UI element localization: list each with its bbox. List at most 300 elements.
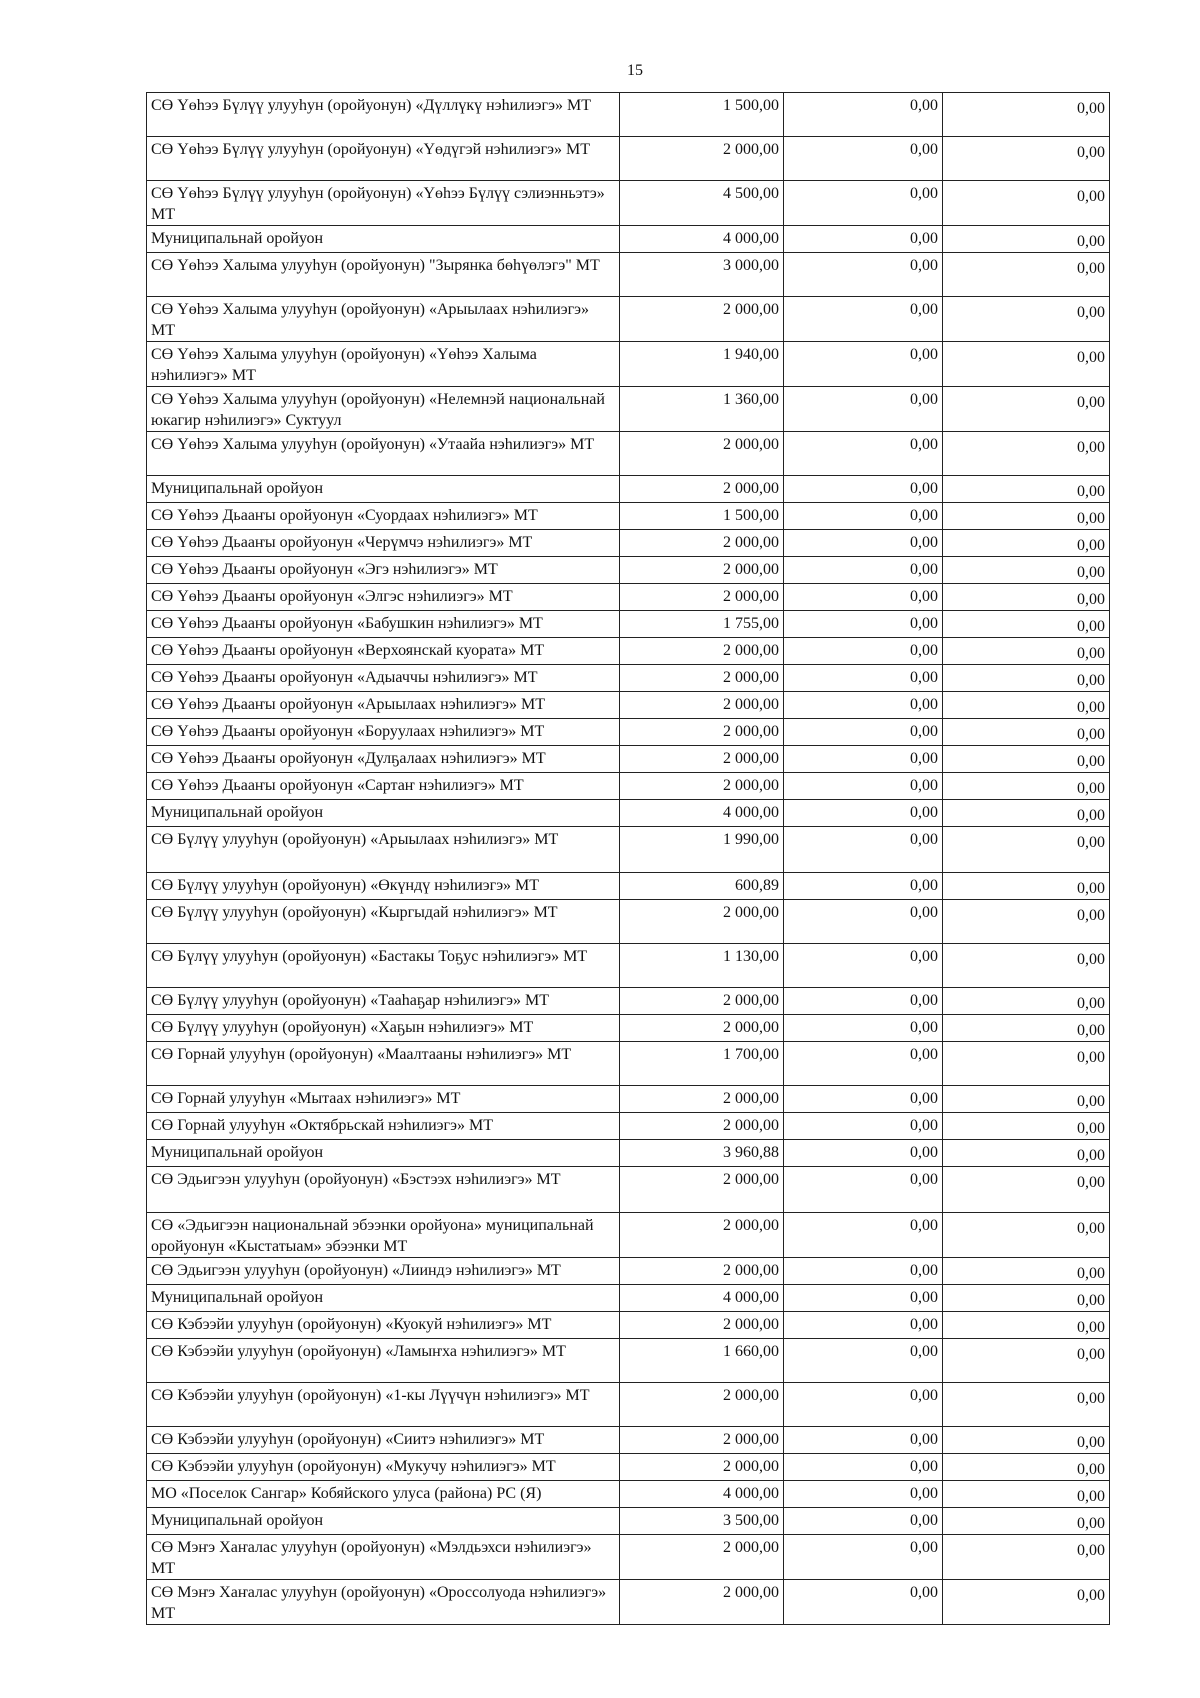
row-name-text: СӨ Кэбээйи улууһун (оройуонун) «Куокуй нэһилиэгэ» МТ bbox=[151, 1316, 552, 1333]
row-name-text: Муниципальнай оройуон bbox=[151, 230, 324, 247]
row-value-1-cell bbox=[620, 1312, 784, 1339]
row-name-cell bbox=[147, 530, 620, 557]
row-name-text: СӨ Эдьигээн улууһун (оройуонун) «Лииндэ нэһилиэгэ» МТ bbox=[151, 1262, 561, 1279]
row-value-3-cell bbox=[943, 1312, 1110, 1339]
row-value-1-text: 2 000,00 bbox=[723, 480, 779, 497]
row-value-2-text: 0,00 bbox=[910, 804, 938, 821]
row-value-1-cell bbox=[620, 1580, 784, 1625]
row-value-1-text: 2 000,00 bbox=[723, 1171, 779, 1188]
row-value-1-cell bbox=[620, 665, 784, 692]
row-value-3-cell bbox=[943, 800, 1110, 827]
row-value-1-text: 2 000,00 bbox=[723, 1584, 779, 1601]
row-value-3-cell bbox=[943, 1427, 1110, 1454]
row-value-2-cell bbox=[784, 557, 943, 584]
row-value-1-text: 4 000,00 bbox=[723, 1289, 779, 1306]
row-value-1-text: 2 000,00 bbox=[723, 1262, 779, 1279]
row-value-1-cell bbox=[620, 226, 784, 253]
table-row bbox=[147, 1015, 1110, 1042]
row-value-3-text: 0,00 bbox=[1077, 699, 1105, 716]
row-value-2-cell bbox=[784, 944, 943, 988]
row-value-2-cell bbox=[784, 253, 943, 297]
row-value-2-cell bbox=[784, 1285, 943, 1312]
row-name-cell bbox=[147, 476, 620, 503]
row-value-2-cell bbox=[784, 1042, 943, 1086]
row-value-1-cell bbox=[620, 297, 784, 342]
row-name-cell bbox=[147, 1167, 620, 1213]
row-name-cell bbox=[147, 1383, 620, 1427]
row-value-1-cell bbox=[620, 503, 784, 530]
row-name-cell bbox=[147, 827, 620, 873]
row-value-2-text: 0,00 bbox=[910, 750, 938, 767]
row-name-cell bbox=[147, 297, 620, 342]
row-value-2-cell bbox=[784, 226, 943, 253]
row-name-text: СӨ Үөһээ Дьааҥы оройуонун «Элгэс нэһилиэгэ» МТ bbox=[151, 588, 513, 605]
row-name-text: СӨ Үөһээ Дьааҥы оройуонун «Арыылаах нэһилиэгэ» МТ bbox=[151, 696, 546, 713]
row-name-text: СӨ Үөһээ Дьааҥы оройуонун «Боруулаах нэһилиэгэ» МТ bbox=[151, 723, 545, 740]
row-value-3-cell bbox=[943, 181, 1110, 226]
row-value-1-cell bbox=[620, 342, 784, 387]
row-name-cell bbox=[147, 342, 620, 387]
table-row bbox=[147, 342, 1110, 387]
row-value-3-cell bbox=[943, 503, 1110, 530]
row-name-text: Муниципальнай оройуон bbox=[151, 480, 324, 497]
row-name-cell bbox=[147, 638, 620, 665]
row-value-3-text: 0,00 bbox=[1077, 1120, 1105, 1137]
row-value-2-text: 0,00 bbox=[910, 1539, 938, 1556]
table-row bbox=[147, 93, 1110, 137]
row-value-1-text: 2 000,00 bbox=[723, 777, 779, 794]
row-value-2-cell bbox=[784, 387, 943, 432]
row-value-2-text: 0,00 bbox=[910, 1512, 938, 1529]
row-name-text: Муниципальнай оройуон bbox=[151, 1512, 324, 1529]
row-value-2-cell bbox=[784, 611, 943, 638]
row-value-2-text: 0,00 bbox=[910, 696, 938, 713]
row-value-3-text: 0,00 bbox=[1077, 144, 1105, 161]
row-value-3-text: 0,00 bbox=[1077, 1220, 1105, 1237]
row-value-1-cell bbox=[620, 692, 784, 719]
table-row bbox=[147, 1580, 1110, 1625]
row-value-1-text: 1 360,00 bbox=[723, 391, 779, 408]
row-value-3-cell bbox=[943, 873, 1110, 900]
row-name-cell bbox=[147, 137, 620, 181]
row-name-cell bbox=[147, 1339, 620, 1383]
row-value-3-text: 0,00 bbox=[1077, 1319, 1105, 1336]
row-name-text: СӨ Бүлүү улууһун (оройуонун) «Тааһаҕар нэһилиэгэ» МТ bbox=[151, 992, 550, 1009]
row-value-2-cell bbox=[784, 873, 943, 900]
row-value-1-cell bbox=[620, 873, 784, 900]
row-name-cell bbox=[147, 503, 620, 530]
row-name-cell bbox=[147, 900, 620, 944]
table-row bbox=[147, 297, 1110, 342]
row-value-1-cell bbox=[620, 1454, 784, 1481]
row-value-3-cell bbox=[943, 1113, 1110, 1140]
row-value-1-text: 4 500,00 bbox=[723, 185, 779, 202]
row-value-2-text: 0,00 bbox=[910, 615, 938, 632]
table-row bbox=[147, 503, 1110, 530]
row-value-2-text: 0,00 bbox=[910, 1316, 938, 1333]
row-name-cell bbox=[147, 1140, 620, 1167]
row-value-3-cell bbox=[943, 1213, 1110, 1258]
table-row bbox=[147, 719, 1110, 746]
row-value-2-text: 0,00 bbox=[910, 1144, 938, 1161]
row-value-3-text: 0,00 bbox=[1077, 1022, 1105, 1039]
row-value-3-cell bbox=[943, 297, 1110, 342]
row-value-2-text: 0,00 bbox=[910, 257, 938, 274]
row-value-2-cell bbox=[784, 719, 943, 746]
row-value-1-text: 4 000,00 bbox=[723, 1485, 779, 1502]
row-name-cell bbox=[147, 1113, 620, 1140]
row-name-cell bbox=[147, 1015, 620, 1042]
row-value-1-cell bbox=[620, 1015, 784, 1042]
table-row bbox=[147, 746, 1110, 773]
row-value-1-text: 2 000,00 bbox=[723, 1387, 779, 1404]
row-value-2-text: 0,00 bbox=[910, 534, 938, 551]
row-value-2-text: 0,00 bbox=[910, 723, 938, 740]
row-value-1-cell bbox=[620, 611, 784, 638]
row-name-text: СӨ Кэбээйи улууһун (оройуонун) «Мукучу нэһилиэгэ» МТ bbox=[151, 1458, 556, 1475]
row-name-text: СӨ Үөһээ Халыма улууһун (оройуонун) «Арыылаах нэһилиэгэ» МТ bbox=[151, 301, 590, 339]
table-body bbox=[147, 93, 1110, 1625]
row-value-3-text: 0,00 bbox=[1077, 1515, 1105, 1532]
row-value-1-cell bbox=[620, 638, 784, 665]
row-value-2-cell bbox=[784, 746, 943, 773]
row-value-3-cell bbox=[943, 1339, 1110, 1383]
row-value-2-cell bbox=[784, 1140, 943, 1167]
row-name-cell bbox=[147, 873, 620, 900]
table-row bbox=[147, 1312, 1110, 1339]
row-value-3-text: 0,00 bbox=[1077, 645, 1105, 662]
row-value-3-text: 0,00 bbox=[1077, 304, 1105, 321]
row-name-text: СӨ Бүлүү улууһун (оройуонун) «Өкүндү нэһилиэгэ» МТ bbox=[151, 877, 540, 894]
row-value-2-text: 0,00 bbox=[910, 642, 938, 659]
table-row bbox=[147, 665, 1110, 692]
row-value-2-cell bbox=[784, 665, 943, 692]
row-value-2-cell bbox=[784, 638, 943, 665]
row-value-2-text: 0,00 bbox=[910, 1090, 938, 1107]
row-value-3-text: 0,00 bbox=[1077, 188, 1105, 205]
row-name-text: СӨ Үөһээ Дьааҥы оройуонун «Суордаах нэһилиэгэ» МТ bbox=[151, 507, 538, 524]
row-name-text: СӨ Кэбээйи улууһун (оройуонун) «Сиитэ нэһилиэгэ» МТ bbox=[151, 1431, 545, 1448]
row-name-cell bbox=[147, 432, 620, 476]
row-value-1-text: 2 000,00 bbox=[723, 1019, 779, 1036]
row-name-text: СӨ Горнай улууһун «Мытаах нэһилиэгэ» МТ bbox=[151, 1090, 461, 1107]
row-value-1-cell bbox=[620, 800, 784, 827]
row-name-text: МО «Поселок Сангар» Кобяйского улуса (района) РС (Я) bbox=[151, 1485, 542, 1502]
row-value-3-text: 0,00 bbox=[1077, 780, 1105, 797]
row-value-2-cell bbox=[784, 1213, 943, 1258]
row-name-text: СӨ Үөһээ Халыма улууһун (оройуонун) «Нелемнэй национальнай юкагир нэһилиэгэ» Суктуул bbox=[151, 391, 605, 429]
row-name-cell bbox=[147, 1454, 620, 1481]
row-value-2-text: 0,00 bbox=[910, 992, 938, 1009]
row-value-1-cell bbox=[620, 557, 784, 584]
row-name-cell bbox=[147, 93, 620, 137]
table-row bbox=[147, 1535, 1110, 1580]
allocation-table bbox=[146, 92, 1110, 1625]
row-name-cell bbox=[147, 611, 620, 638]
row-value-2-text: 0,00 bbox=[910, 1217, 938, 1234]
row-value-2-cell bbox=[784, 181, 943, 226]
row-value-1-text: 2 000,00 bbox=[723, 1090, 779, 1107]
row-value-2-text: 0,00 bbox=[910, 1019, 938, 1036]
table-row bbox=[147, 1042, 1110, 1086]
table-row bbox=[147, 1258, 1110, 1285]
row-value-3-text: 0,00 bbox=[1077, 483, 1105, 500]
row-value-1-cell bbox=[620, 584, 784, 611]
row-value-1-text: 2 000,00 bbox=[723, 992, 779, 1009]
row-value-1-cell bbox=[620, 530, 784, 557]
row-value-3-cell bbox=[943, 1383, 1110, 1427]
row-name-cell bbox=[147, 1580, 620, 1625]
row-value-3-text: 0,00 bbox=[1077, 1390, 1105, 1407]
row-value-3-text: 0,00 bbox=[1077, 564, 1105, 581]
row-name-cell bbox=[147, 1042, 620, 1086]
row-value-2-text: 0,00 bbox=[910, 777, 938, 794]
row-value-1-text: 2 000,00 bbox=[723, 1431, 779, 1448]
table-row bbox=[147, 1113, 1110, 1140]
row-value-2-cell bbox=[784, 1508, 943, 1535]
row-value-1-cell bbox=[620, 1481, 784, 1508]
row-value-1-text: 2 000,00 bbox=[723, 750, 779, 767]
row-value-2-text: 0,00 bbox=[910, 141, 938, 158]
table-row bbox=[147, 1213, 1110, 1258]
table-row bbox=[147, 1508, 1110, 1535]
row-value-3-cell bbox=[943, 342, 1110, 387]
table-row bbox=[147, 1167, 1110, 1213]
row-value-2-text: 0,00 bbox=[910, 877, 938, 894]
row-value-1-cell bbox=[620, 387, 784, 432]
row-value-2-cell bbox=[784, 1580, 943, 1625]
table-row bbox=[147, 1454, 1110, 1481]
row-value-1-cell bbox=[620, 944, 784, 988]
row-name-cell bbox=[147, 1508, 620, 1535]
row-value-3-text: 0,00 bbox=[1077, 618, 1105, 635]
table-row bbox=[147, 387, 1110, 432]
row-name-text: Муниципальнай оройуон bbox=[151, 804, 324, 821]
table-row bbox=[147, 1481, 1110, 1508]
row-value-2-text: 0,00 bbox=[910, 1343, 938, 1360]
row-value-3-text: 0,00 bbox=[1077, 951, 1105, 968]
row-value-2-text: 0,00 bbox=[910, 230, 938, 247]
row-value-2-text: 0,00 bbox=[910, 185, 938, 202]
row-value-1-cell bbox=[620, 1213, 784, 1258]
row-value-1-cell bbox=[620, 746, 784, 773]
row-value-1-cell bbox=[620, 988, 784, 1015]
row-value-2-cell bbox=[784, 988, 943, 1015]
row-value-2-text: 0,00 bbox=[910, 561, 938, 578]
table-row bbox=[147, 1285, 1110, 1312]
row-name-text: СӨ Үөһээ Халыма улууһун (оройуонун) «Утаайа нэһилиэгэ» МТ bbox=[151, 436, 595, 453]
table-row bbox=[147, 226, 1110, 253]
table-row bbox=[147, 611, 1110, 638]
row-value-3-text: 0,00 bbox=[1077, 1542, 1105, 1559]
row-value-2-cell bbox=[784, 530, 943, 557]
row-value-2-text: 0,00 bbox=[910, 480, 938, 497]
row-value-1-text: 1 130,00 bbox=[723, 948, 779, 965]
row-value-2-cell bbox=[784, 1312, 943, 1339]
row-value-3-cell bbox=[943, 827, 1110, 873]
row-value-1-text: 1 755,00 bbox=[723, 615, 779, 632]
table-row bbox=[147, 1086, 1110, 1113]
row-name-cell bbox=[147, 1535, 620, 1580]
table-row bbox=[147, 800, 1110, 827]
row-value-1-cell bbox=[620, 476, 784, 503]
row-value-2-cell bbox=[784, 773, 943, 800]
row-name-text: СӨ Үөһээ Дьааҥы оройуонун «Черүмчэ нэһилиэгэ» МТ bbox=[151, 534, 533, 551]
row-value-1-text: 1 990,00 bbox=[723, 831, 779, 848]
row-value-2-text: 0,00 bbox=[910, 391, 938, 408]
row-name-cell bbox=[147, 226, 620, 253]
row-name-text: СӨ Үөһээ Дьааҥы оройуонун «Сартаҥ нэһилиэгэ» МТ bbox=[151, 777, 524, 794]
row-name-text: СӨ Кэбээйи улууһун (оройуонун) «1-кы Лүүчүн нэһилиэгэ» МТ bbox=[151, 1387, 590, 1404]
row-value-1-text: 2 000,00 bbox=[723, 642, 779, 659]
row-value-1-cell bbox=[620, 1086, 784, 1113]
row-value-3-cell bbox=[943, 665, 1110, 692]
row-value-3-text: 0,00 bbox=[1077, 672, 1105, 689]
row-value-3-cell bbox=[943, 1454, 1110, 1481]
table-row bbox=[147, 638, 1110, 665]
row-value-2-cell bbox=[784, 476, 943, 503]
row-name-cell bbox=[147, 944, 620, 988]
row-name-text: СӨ Горнай улууһун (оройуонун) «Маалтааны нэһилиэгэ» МТ bbox=[151, 1046, 572, 1063]
row-value-2-text: 0,00 bbox=[910, 507, 938, 524]
page-number: 15 bbox=[627, 62, 643, 79]
row-value-1-text: 1 500,00 bbox=[723, 97, 779, 114]
table-row bbox=[147, 827, 1110, 873]
row-value-2-cell bbox=[784, 1086, 943, 1113]
row-value-1-cell bbox=[620, 900, 784, 944]
row-value-1-text: 2 000,00 bbox=[723, 1217, 779, 1234]
row-value-2-text: 0,00 bbox=[910, 1289, 938, 1306]
row-value-3-text: 0,00 bbox=[1077, 1265, 1105, 1282]
row-value-3-text: 0,00 bbox=[1077, 1093, 1105, 1110]
row-name-cell bbox=[147, 1285, 620, 1312]
row-name-cell bbox=[147, 181, 620, 226]
row-value-2-cell bbox=[784, 1383, 943, 1427]
row-value-2-text: 0,00 bbox=[910, 436, 938, 453]
row-value-1-cell bbox=[620, 1383, 784, 1427]
row-value-2-text: 0,00 bbox=[910, 301, 938, 318]
row-value-1-cell bbox=[620, 827, 784, 873]
row-value-3-text: 0,00 bbox=[1077, 1587, 1105, 1604]
row-name-text: СӨ Эдьигээн улууһун (оройуонун) «Бэстээх нэһилиэгэ» МТ bbox=[151, 1171, 561, 1188]
row-value-1-text: 2 000,00 bbox=[723, 696, 779, 713]
row-name-cell bbox=[147, 387, 620, 432]
row-value-2-text: 0,00 bbox=[910, 346, 938, 363]
row-value-1-cell bbox=[620, 93, 784, 137]
row-value-2-text: 0,00 bbox=[910, 669, 938, 686]
row-name-cell bbox=[147, 800, 620, 827]
row-value-1-text: 4 000,00 bbox=[723, 230, 779, 247]
table-row bbox=[147, 988, 1110, 1015]
row-name-cell bbox=[147, 253, 620, 297]
row-value-3-cell bbox=[943, 611, 1110, 638]
row-value-1-cell bbox=[620, 773, 784, 800]
row-value-2-text: 0,00 bbox=[910, 1387, 938, 1404]
row-name-text: Муниципальнай оройуон bbox=[151, 1289, 324, 1306]
row-value-1-text: 1 660,00 bbox=[723, 1343, 779, 1360]
row-value-2-cell bbox=[784, 137, 943, 181]
row-value-2-text: 0,00 bbox=[910, 1046, 938, 1063]
row-value-2-text: 0,00 bbox=[910, 1171, 938, 1188]
table-row bbox=[147, 530, 1110, 557]
row-value-2-cell bbox=[784, 1535, 943, 1580]
row-name-text: СӨ Үөһээ Дьааҥы оройуонун «Дулҕалаах нэһилиэгэ» МТ bbox=[151, 750, 546, 767]
row-value-1-text: 3 960,88 bbox=[723, 1144, 779, 1161]
table-row bbox=[147, 900, 1110, 944]
row-value-1-cell bbox=[620, 432, 784, 476]
row-value-1-text: 1 700,00 bbox=[723, 1046, 779, 1063]
row-value-3-text: 0,00 bbox=[1077, 233, 1105, 250]
row-value-3-text: 0,00 bbox=[1077, 260, 1105, 277]
row-value-3-cell bbox=[943, 530, 1110, 557]
row-value-2-text: 0,00 bbox=[910, 948, 938, 965]
row-value-1-text: 2 000,00 bbox=[723, 534, 779, 551]
table-row bbox=[147, 253, 1110, 297]
row-value-3-cell bbox=[943, 1580, 1110, 1625]
row-name-text: СӨ Үөһээ Дьааҥы оройуонун «Эгэ нэһилиэгэ» МТ bbox=[151, 561, 498, 578]
row-name-text: СӨ «Эдьигээн национальнай эбээнки оройуона» муниципальнай оройуонун «Кыстатыам» эбээнки МТ bbox=[151, 1217, 594, 1255]
row-value-1-text: 2 000,00 bbox=[723, 669, 779, 686]
row-value-3-text: 0,00 bbox=[1077, 1147, 1105, 1164]
row-value-2-cell bbox=[784, 1258, 943, 1285]
row-name-cell bbox=[147, 773, 620, 800]
row-value-3-text: 0,00 bbox=[1077, 394, 1105, 411]
row-name-cell bbox=[147, 665, 620, 692]
row-value-2-text: 0,00 bbox=[910, 1262, 938, 1279]
row-value-3-cell bbox=[943, 1140, 1110, 1167]
row-value-3-cell bbox=[943, 226, 1110, 253]
row-value-3-cell bbox=[943, 1535, 1110, 1580]
row-value-2-cell bbox=[784, 1339, 943, 1383]
row-value-3-cell bbox=[943, 476, 1110, 503]
row-name-text: СӨ Мэҥэ Хаҥалас улууһун (оройуонун) «Мэлдьэхси нэһилиэгэ» МТ bbox=[151, 1539, 592, 1577]
row-value-1-text: 2 000,00 bbox=[723, 561, 779, 578]
row-name-text: СӨ Кэбээйи улууһун (оройуонун) «Ламыҥха нэһилиэгэ» МТ bbox=[151, 1343, 566, 1360]
row-value-1-cell bbox=[620, 1167, 784, 1213]
row-name-cell bbox=[147, 692, 620, 719]
row-name-text: СӨ Горнай улууһун «Октябрьскай нэһилиэгэ» МТ bbox=[151, 1117, 493, 1134]
row-name-cell bbox=[147, 557, 620, 584]
row-value-3-text: 0,00 bbox=[1077, 1461, 1105, 1478]
row-value-2-cell bbox=[784, 1481, 943, 1508]
table-row bbox=[147, 1140, 1110, 1167]
row-value-2-text: 0,00 bbox=[910, 1584, 938, 1601]
row-value-1-text: 2 000,00 bbox=[723, 1117, 779, 1134]
row-value-3-cell bbox=[943, 432, 1110, 476]
row-value-1-text: 2 000,00 bbox=[723, 588, 779, 605]
table-row bbox=[147, 1427, 1110, 1454]
row-name-text: СӨ Бүлүү улууһун (оройуонун) «Хаҕын нэһилиэгэ» МТ bbox=[151, 1019, 534, 1036]
table-row bbox=[147, 584, 1110, 611]
row-value-3-text: 0,00 bbox=[1077, 807, 1105, 824]
row-name-text: СӨ Үөһээ Дьааҥы оройуонун «Адыаччы нэһилиэгэ» МТ bbox=[151, 669, 538, 686]
row-value-1-cell bbox=[620, 1285, 784, 1312]
row-value-2-cell bbox=[784, 1015, 943, 1042]
row-value-3-cell bbox=[943, 746, 1110, 773]
row-value-2-cell bbox=[784, 1427, 943, 1454]
row-value-2-cell bbox=[784, 900, 943, 944]
row-value-3-cell bbox=[943, 1481, 1110, 1508]
row-value-1-text: 2 000,00 bbox=[723, 1458, 779, 1475]
row-value-1-text: 2 000,00 bbox=[723, 1539, 779, 1556]
row-value-3-cell bbox=[943, 1086, 1110, 1113]
table-row bbox=[147, 944, 1110, 988]
row-value-1-cell bbox=[620, 1427, 784, 1454]
row-value-2-cell bbox=[784, 1454, 943, 1481]
row-value-2-text: 0,00 bbox=[910, 588, 938, 605]
row-value-1-text: 2 000,00 bbox=[723, 1316, 779, 1333]
row-value-1-text: 600,89 bbox=[735, 877, 779, 894]
